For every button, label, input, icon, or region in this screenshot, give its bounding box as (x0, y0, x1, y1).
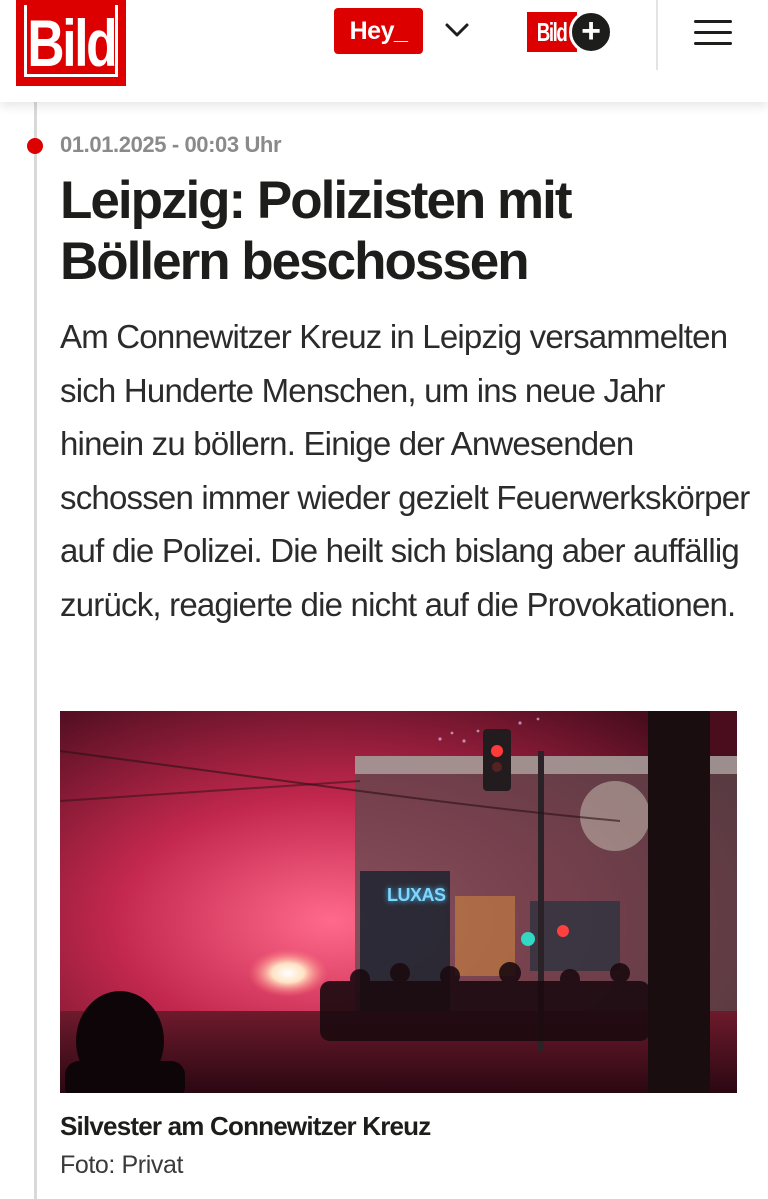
photo-credit: Foto: Privat (60, 1151, 184, 1179)
plus-icon: + (569, 10, 613, 54)
menu-icon-line (694, 20, 732, 23)
photo-neon-sign: LUXAS (387, 885, 446, 905)
hey-button[interactable]: Hey_ (334, 8, 423, 54)
menu-icon-line (694, 31, 732, 34)
liveticker-timeline-line (34, 102, 37, 1199)
bildplus-logo-text: Bild (537, 17, 567, 47)
chevron-down-icon[interactable] (444, 20, 470, 40)
photo-caption: Silvester am Connewitzer Kreuz (60, 1111, 431, 1141)
header-divider (656, 0, 658, 70)
entry-lead-text: Am Connewitzer Kreuz in Leipzig versammelten sich Hunderte Menschen, um ins neue Jahr hinein zu böllern. Einige der Anwesenden schossen immer wieder gezielt Feuerwerkskörper auf die Polizei. Die heilt sich bislang aber auffällig zurück, reagierte die nicht auf die Provokationen. (60, 318, 750, 623)
menu-icon[interactable] (694, 20, 732, 46)
menu-icon-line (694, 42, 732, 45)
bild-logo[interactable] (16, 0, 126, 86)
bild-logo-frame (24, 5, 118, 77)
entry-headline[interactable]: Leipzig: Polizisten mit Böllern beschossen (60, 171, 571, 291)
entry-timestamp: 01.01.2025 - 00:03 Uhr (60, 132, 282, 157)
liveticker-timeline-dot (27, 138, 43, 154)
bildplus-button[interactable] (527, 10, 613, 54)
article-photo[interactable] (60, 711, 737, 1093)
top-navigation-bar (0, 0, 768, 102)
bild-logo-text: Bild (27, 6, 115, 77)
